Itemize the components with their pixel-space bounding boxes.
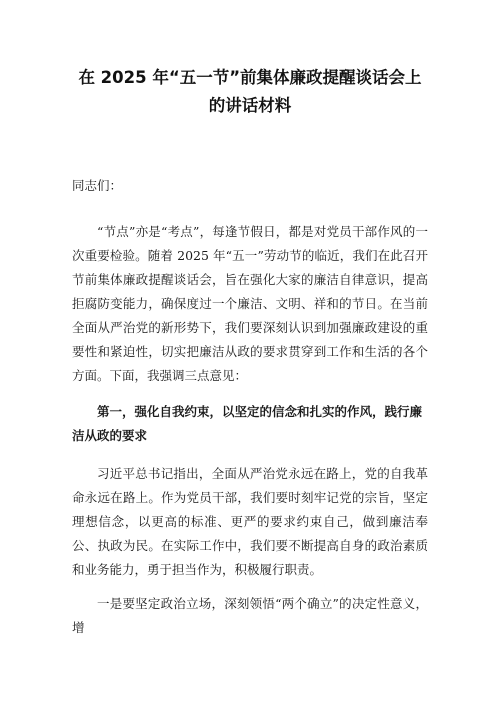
section-1-paragraph-2: 一是要坚定政治立场，深刻领悟“两个确立”的决定性意义，增: [72, 596, 428, 635]
greeting: 同志们：: [72, 178, 123, 193]
section-1-paragraph-1: 习近平总书记指出，全面从严治党永远在路上，党的自我革命永远在路上。作为党员干部，我们要时刻牢记党的宗旨，坚定理想信念，以更高的标准、更严的要求约束自己，做到廉洁奉公、执政为民。在实际工作中，我们要不断提高自身的政治素质和业务能力，勇于担当作为，积极履行职责。: [72, 466, 428, 577]
section-heading-1: 第一，强化自我约束，以坚定的信念和扎实的作风，践行廉洁从政的要求: [72, 404, 423, 443]
document-title: 在 2025 年“五一节”前集体廉政提醒谈话会上的讲话材料: [78, 68, 422, 115]
intro-paragraph: “节点”亦是“考点”，每逢节假日，都是对党员干部作风的一次重要检验。随着 2025 年“五一”劳动节的临近，我们在此召开节前集体廉政提醒谈话会，旨在强化大家的廉洁自律意识，提高拒腐防变能力，确保度过一个廉洁、文明、祥和的节日。在当前全面从严治党的新形势下，我们要深刻认识到加强廉政建设的重要性和紧迫性，切实把廉洁从政的要求贯穿到工作和生活的各个方面。下面，我强调三点意见：: [72, 224, 428, 383]
